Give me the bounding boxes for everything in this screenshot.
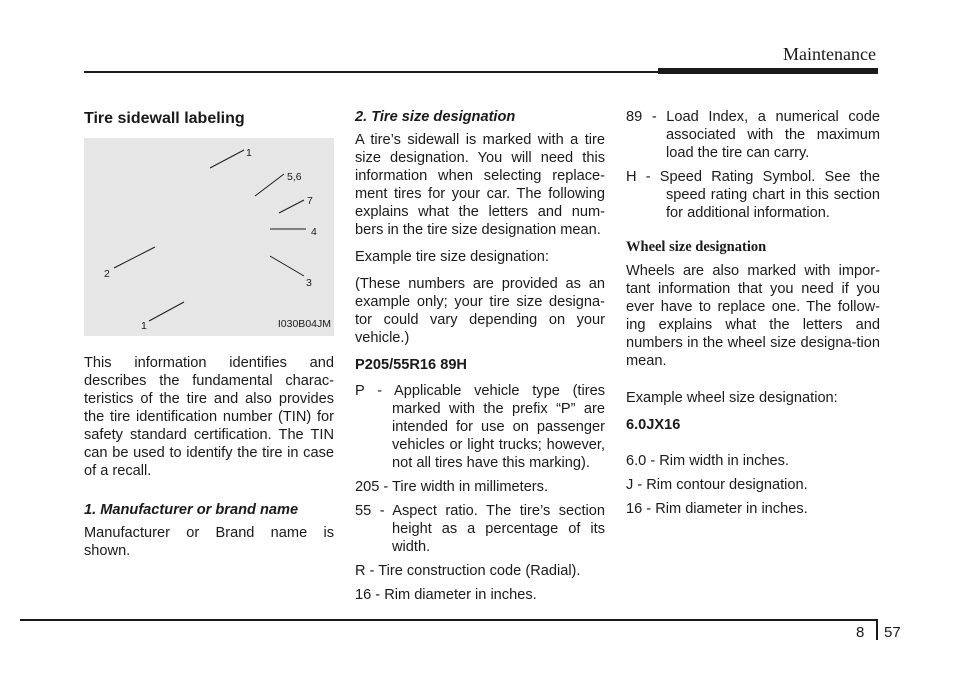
list-item: P - Applicable vehicle type (tires marked with the prefix “P” are intended for use on passenger vehicles or light trucks; however, not all tires have this marking). — [355, 383, 605, 471]
chapter-number: 8 — [856, 624, 865, 641]
list-item: R - Tire construction code (Radial). — [355, 563, 581, 579]
callout-label-7: 7 — [307, 195, 313, 207]
list-item: 205 - Tire width in millimeters. — [355, 479, 549, 495]
column-1 — [84, 108, 334, 569]
brand-paragraph: Manufacturer or Brand name is shown. — [84, 525, 334, 559]
list-item: 16 - Rim diameter in inches. — [626, 501, 808, 517]
callout-line-1-top — [210, 150, 244, 168]
list-item: H - Speed Rating Symbol. See the speed rating chart in this section for additional information. — [626, 169, 880, 221]
page-number: 57 — [884, 624, 901, 641]
tire-size-paragraph: A tire’s sidewall is marked with a tire size designation. You will need this information when selecting replace-ment tires for your car. The following explains what the letters and num-bers in the tire size designation mean. — [355, 132, 605, 238]
page-header-title: Maintenance — [783, 44, 876, 64]
list-item: 6.0 - Rim width in inches. — [626, 453, 790, 469]
list-item: 89 - Load Index, a numerical code associated with the maximum load the tire can carry. — [626, 109, 880, 161]
footer-rule — [20, 619, 878, 621]
callout-label-5-6: 5,6 — [287, 171, 302, 183]
section-title: Tire sidewall labeling — [84, 110, 245, 127]
callout-line-2 — [114, 247, 155, 268]
column-3 — [626, 108, 880, 524]
subsection-title-1: 1. Manufacturer or brand name — [84, 502, 299, 518]
column-2 — [355, 108, 605, 610]
callout-label-3: 3 — [306, 277, 312, 289]
callout-label-1-top: 1 — [246, 147, 252, 159]
wheel-size-title: Wheel size designation — [626, 239, 767, 255]
callout-line-3 — [270, 256, 304, 276]
list-item: 16 - Rim diameter in inches. — [355, 587, 537, 603]
list-item: 55 - Aspect ratio. The tire’s section height as a percentage of its width. — [355, 503, 605, 555]
subsection-title-2: 2. Tire size designation — [355, 109, 516, 125]
callout-line-7 — [279, 200, 304, 213]
intro-paragraph: This information identifies and describes the fundamental charac-teristics of the tire and also provides the tire identification number (TIN) for safety standard certification. The TIN can be used to identify the tire in case of a recall. — [84, 355, 334, 479]
wheel-size-paragraph: Wheels are also marked with impor-tant information that you need if you ever have to replace one. The follow-ing explains what the letters and numbers in the wheel size designa-tion mean. — [626, 263, 880, 369]
wheel-size-example: 6.0JX16 — [626, 417, 681, 433]
callout-line-1-bottom — [149, 302, 184, 321]
callout-label-4: 4 — [311, 226, 317, 238]
tire-size-example: P205/55R16 89H — [355, 357, 467, 373]
tire-sidewall-figure — [84, 138, 334, 336]
header-rule-bold — [658, 68, 878, 74]
wheel-example-label: Example wheel size designation: — [626, 390, 838, 406]
figure-code: I030B04JM — [277, 318, 331, 330]
list-item: J - Rim contour designation. — [626, 477, 808, 493]
footer-separator — [876, 620, 878, 640]
callout-label-1-bottom: 1 — [141, 320, 147, 332]
example-label: Example tire size designation: — [355, 249, 549, 265]
example-note: (These numbers are provided as an example only; your tire size designa-tor could vary depending on your vehicle.) — [355, 276, 605, 346]
header-rule — [84, 71, 664, 73]
callout-label-2: 2 — [104, 268, 110, 280]
callout-line-5-6 — [255, 174, 284, 196]
